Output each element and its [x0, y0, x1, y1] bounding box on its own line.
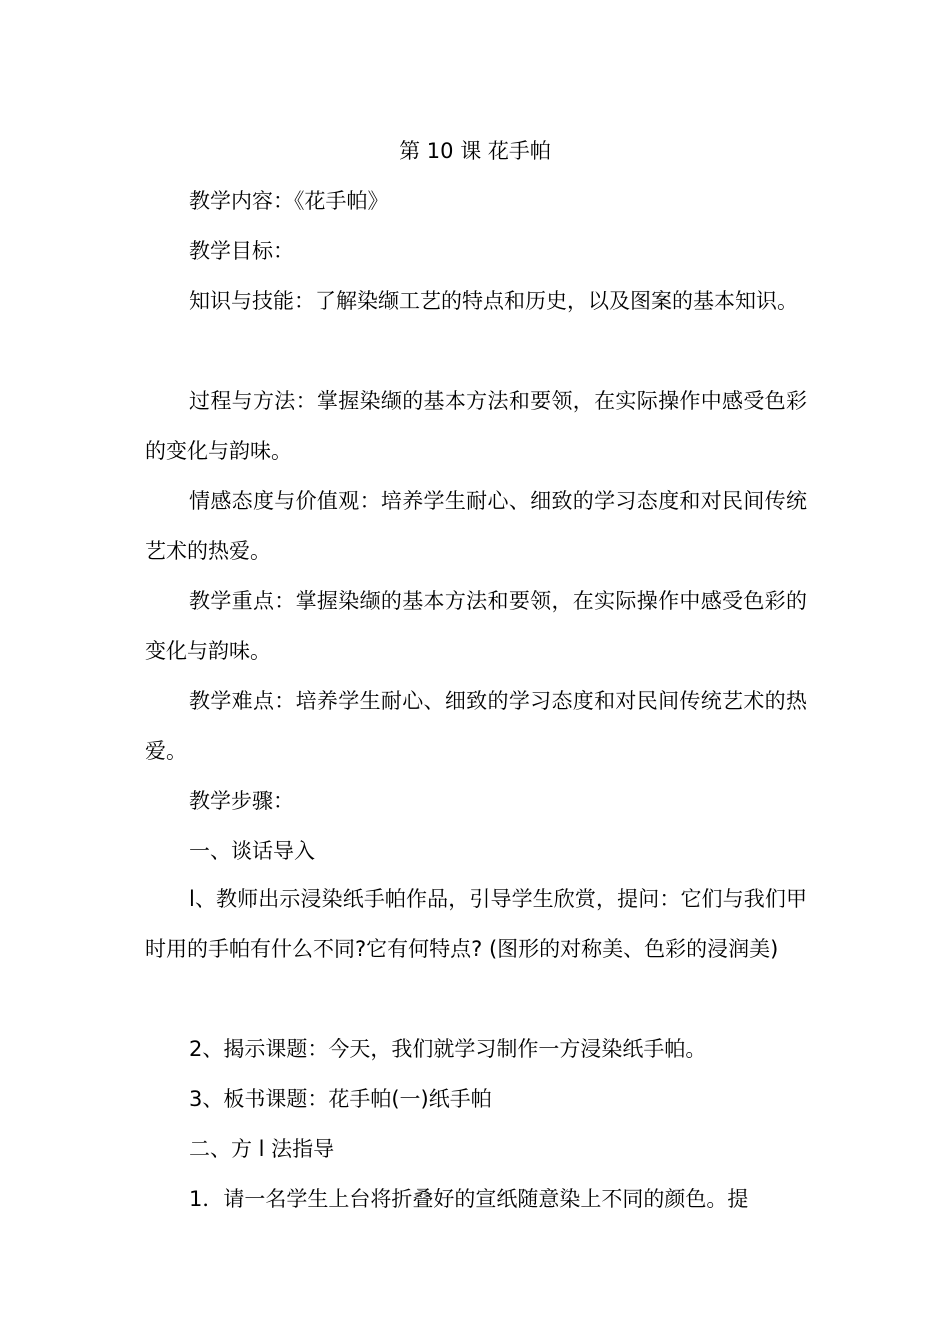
paragraph-process-method: 过程与方法：掌握染缬的基本方法和要领，在实际操作中感受色彩的变化与韵味。 — [145, 389, 807, 463]
paragraph-section-two: 二、方 l 法指导 — [189, 1137, 335, 1161]
paragraph-section-one: 一、谈话导入 — [189, 839, 315, 863]
paragraph-steps-heading: 教学步骤： — [189, 789, 294, 813]
paragraph-key-points: 教学重点：掌握染缬的基本方法和要领，在实际操作中感受色彩的变化与韵味。 — [145, 589, 807, 663]
paragraph-difficulties: 教学难点：培养学生耐心、细致的学习态度和对民间传统艺术的热爱。 — [145, 689, 807, 763]
paragraph-step-1: l、教师出示浸染纸手帕作品，引导学生欣赏，提问：它们与我们甲时用的手帕有什么不同?它有何特点? (图形的对称美、色彩的浸润美) — [145, 887, 807, 961]
paragraph-step-2: 2、揭示课题：今天，我们就学习制作一方浸染纸手帕。 — [189, 1037, 707, 1061]
page-title: 第 10 课 花手帕 — [399, 139, 551, 163]
paragraph-objectives-heading: 教学目标： — [189, 239, 294, 263]
paragraph-method-1: 1．请一名学生上台将折叠好的宣纸随意染上不同的颜色。提 — [189, 1187, 749, 1211]
paragraph-knowledge-skills: 知识与技能：了解染缬工艺的特点和历史，以及图案的基本知识。 — [189, 289, 798, 313]
paragraph-step-3: 3、板书课题：花手帕(一)纸手帕 — [189, 1087, 492, 1111]
paragraph-attitude-values: 情感态度与价值观：培养学生耐心、细致的学习态度和对民间传统艺术的热爱。 — [145, 489, 807, 563]
paragraph-content: 教学内容：《花手帕》 — [189, 189, 389, 213]
